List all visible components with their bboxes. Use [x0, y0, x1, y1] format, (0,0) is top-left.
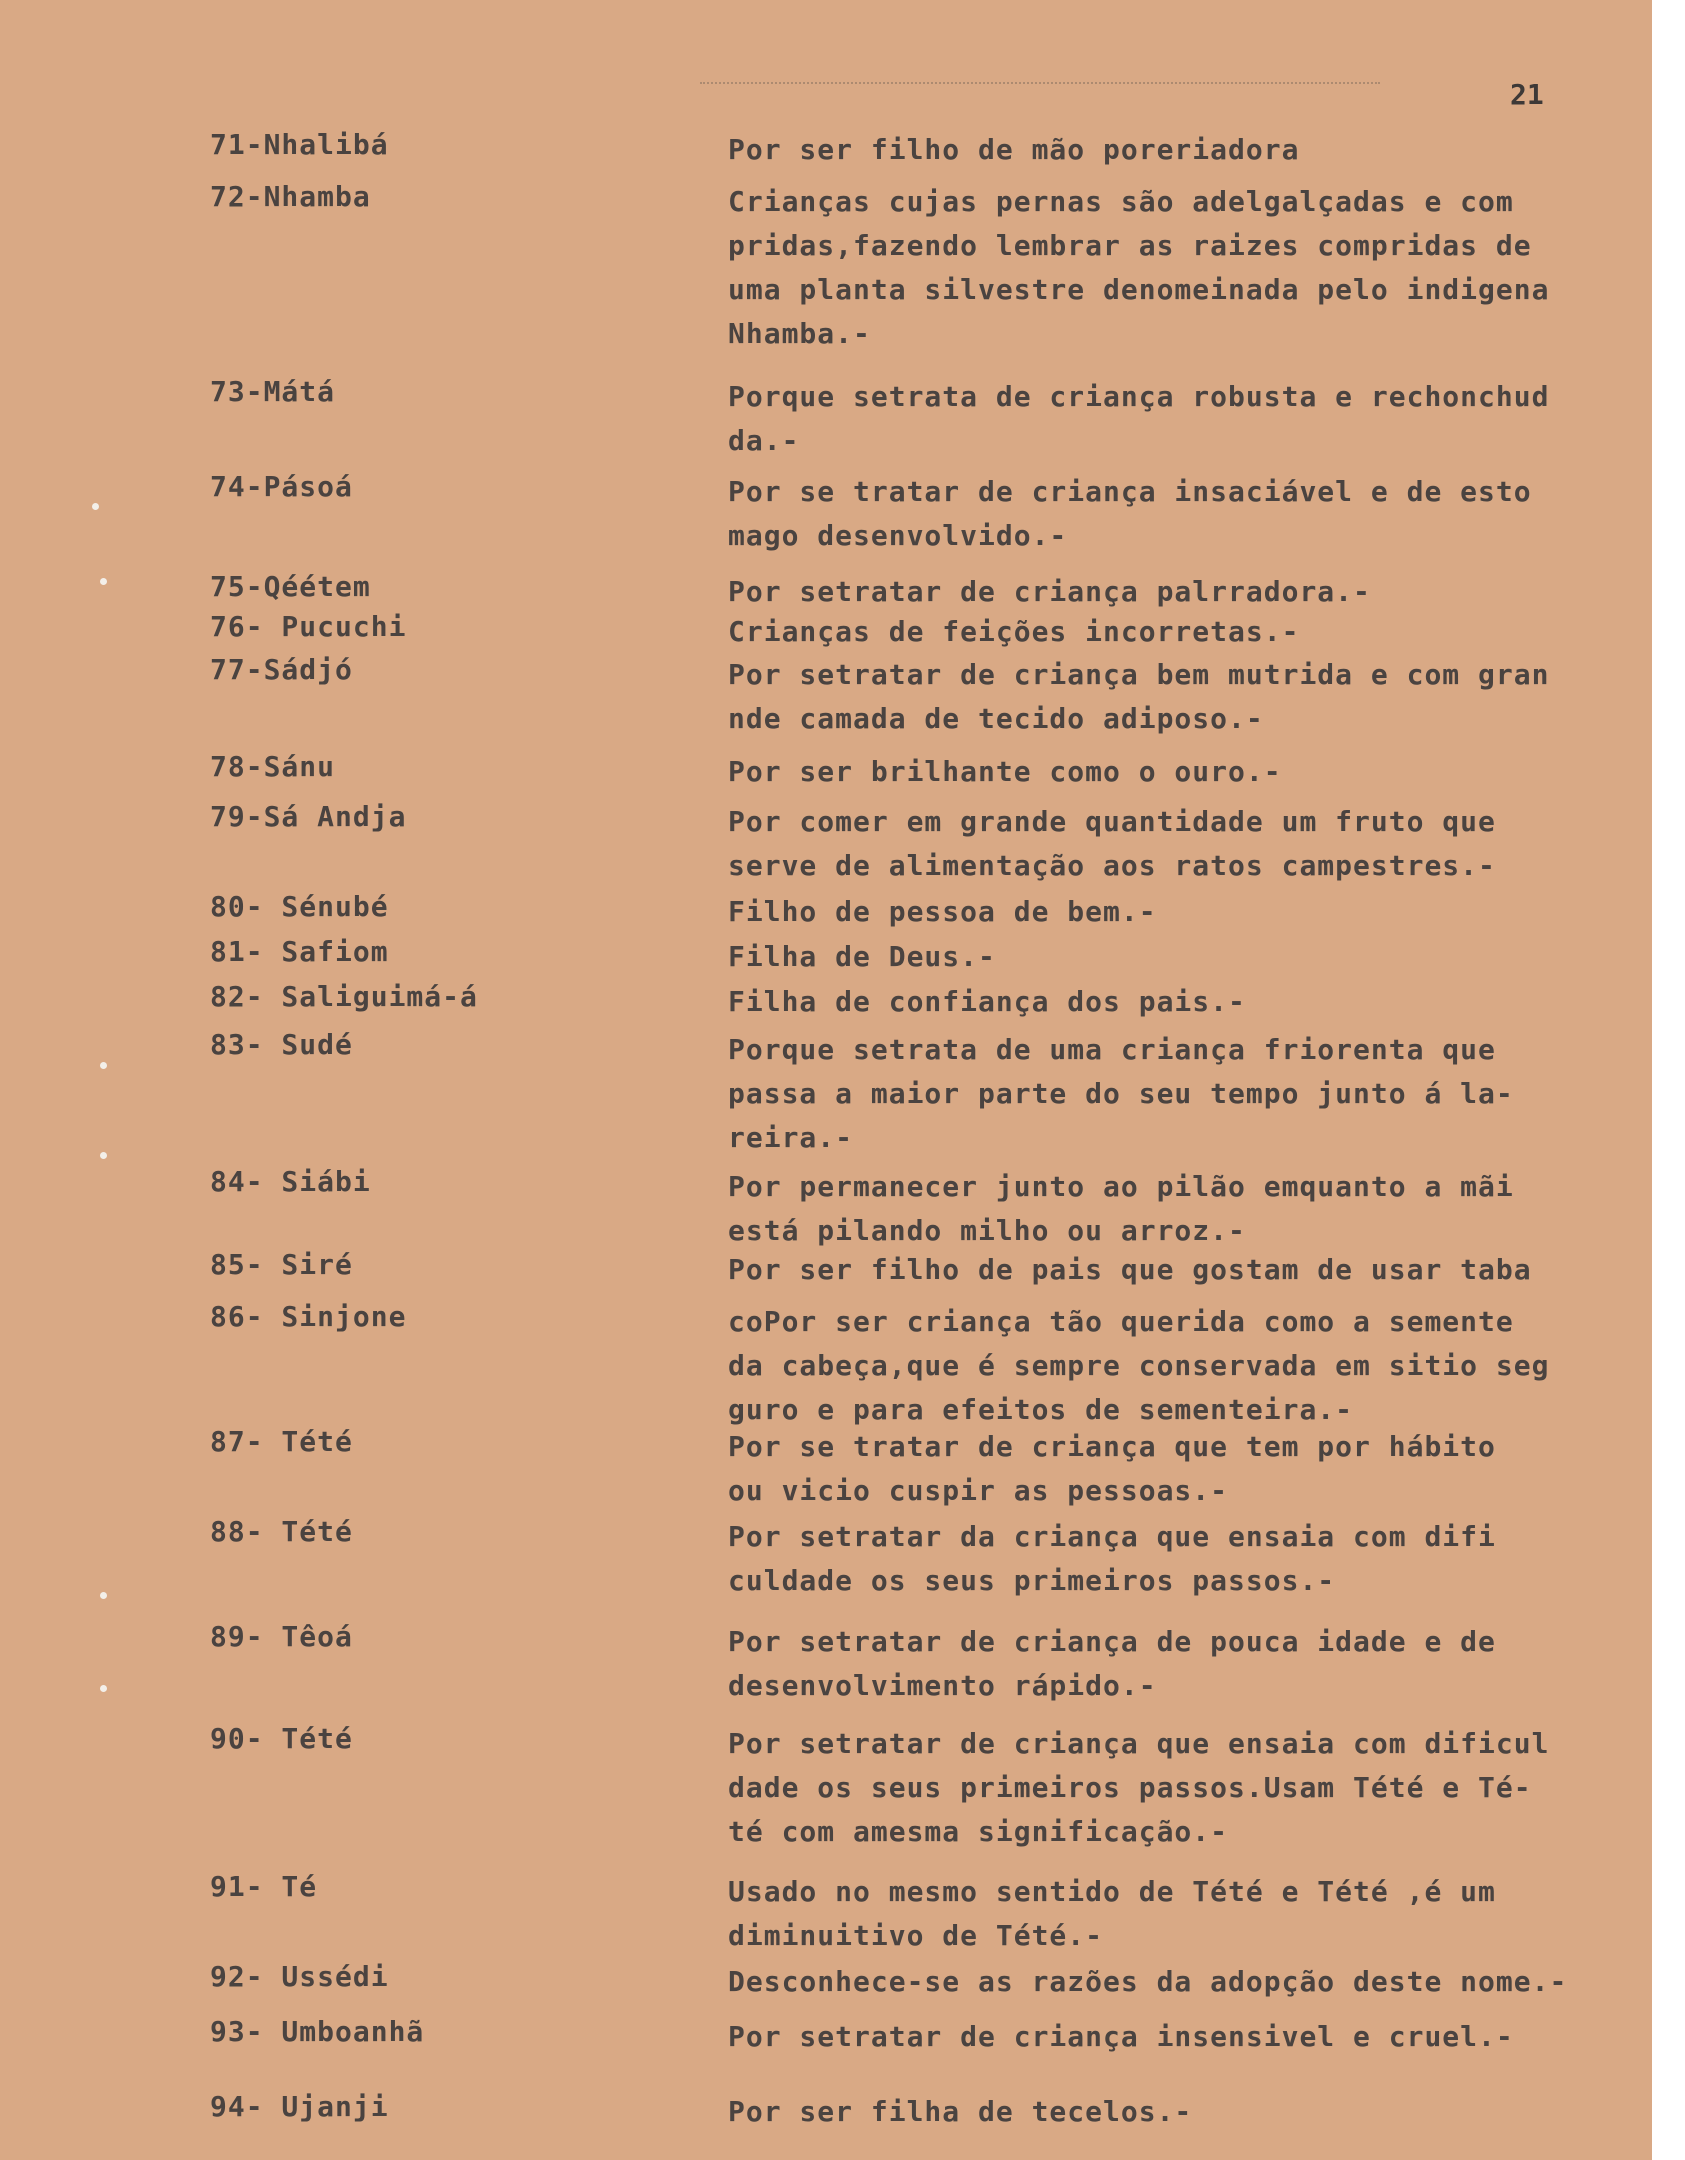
punch-hole — [92, 503, 99, 510]
entry-description — [728, 1960, 1643, 2004]
entry-description — [728, 890, 1643, 934]
description-line: Por setratar de criança insensivel e cruel.- — [728, 2020, 1514, 2053]
description-line: Por se tratar de criança insaciável e de esto — [728, 475, 1532, 508]
entry-description — [728, 1620, 1643, 1708]
entry-name: 79-Sá Andja — [210, 800, 407, 833]
entry-name: 88- Tété — [210, 1515, 353, 1548]
description-line: Crianças de feições incorretas.- — [728, 615, 1300, 648]
description-line: Filho de pessoa de bem.- — [728, 895, 1157, 928]
description-line: Filha de confiança dos pais.- — [728, 985, 1246, 1018]
entry-name: 81- Safiom — [210, 935, 389, 968]
entry-name: 73-Mátá — [210, 375, 336, 408]
entry-name: 84- Siábi — [210, 1165, 371, 1198]
description-line: Por ser filho de pais que gostam de usar taba — [728, 1253, 1532, 1286]
entry-name: 91- Té — [210, 1870, 318, 1903]
description-line: Filha de Deus.- — [728, 940, 996, 973]
entry-description — [728, 1300, 1643, 1432]
description-line: Por setratar da criança que ensaia com difi — [728, 1520, 1496, 1553]
page-number: 21 — [1510, 78, 1544, 111]
entry-description — [728, 1515, 1643, 1603]
description-line: culdade os seus primeiros passos.- — [728, 1564, 1336, 1597]
description-line: Por setratar de criança de pouca idade e de — [728, 1625, 1496, 1658]
entry-name: 94- Ujanji — [210, 2090, 389, 2123]
entry-description — [728, 1870, 1643, 1958]
description-line: coPor ser criança tão querida como a semente — [728, 1305, 1514, 1338]
description-line: uma planta silvestre denomeinada pelo indigena — [728, 273, 1550, 306]
entry-description — [728, 128, 1643, 172]
description-line: Porque setrata de criança robusta e rechonchud — [728, 380, 1550, 413]
entry-name: 83- Sudé — [210, 1028, 353, 1061]
punch-hole — [100, 1592, 107, 1599]
entry-name: 78-Sánu — [210, 750, 336, 783]
entry-name: 89- Têoá — [210, 1620, 353, 1653]
description-line: nde camada de tecido adiposo.- — [728, 702, 1264, 735]
entry-name: 87- Tété — [210, 1425, 353, 1458]
entry-name: 72-Nhamba — [210, 180, 371, 213]
punch-hole — [100, 1152, 107, 1159]
entry-name: 80- Sénubé — [210, 890, 389, 923]
description-line: passa a maior parte do seu tempo junto á la- — [728, 1077, 1514, 1110]
entry-description — [728, 180, 1643, 356]
description-line: Por ser filho de mão poreriadora — [728, 133, 1300, 166]
description-line: desenvolvimento rápido.- — [728, 1669, 1157, 1702]
description-line: té com amesma significação.- — [728, 1815, 1229, 1848]
entry-description — [728, 1028, 1643, 1160]
description-line: Por ser filha de tecelos.- — [728, 2095, 1193, 2128]
entry-name: 71-Nhalibá — [210, 128, 389, 161]
entry-description — [728, 470, 1643, 558]
entry-description — [728, 653, 1643, 741]
description-line: Por setratar de criança palrradora.- — [728, 575, 1371, 608]
description-line: Porque setrata de uma criança friorenta que — [728, 1033, 1496, 1066]
entry-name: 74-Pásoá — [210, 470, 353, 503]
description-line: Desconhece-se as razões da adopção deste nome.- — [728, 1965, 1568, 1998]
description-line: Por setratar de criança que ensaia com dificul — [728, 1727, 1550, 1760]
entry-name: 75-Qéétem — [210, 570, 371, 603]
description-line: Por se tratar de criança que tem por hábito — [728, 1430, 1496, 1463]
description-line: Por setratar de criança bem mutrida e com gran — [728, 658, 1550, 691]
description-line: Crianças cujas pernas são adelgalçadas e com — [728, 185, 1514, 218]
entry-description — [728, 750, 1643, 794]
description-line: serve de alimentação aos ratos campestres.- — [728, 849, 1496, 882]
description-line: guro e para efeitos de sementeira.- — [728, 1393, 1354, 1426]
entry-name: 82- Saliguimá-á — [210, 980, 478, 1013]
entry-description — [728, 375, 1643, 463]
description-line: ou vicio cuspir as pessoas.- — [728, 1474, 1229, 1507]
punch-hole — [100, 1062, 107, 1069]
entry-description — [728, 1425, 1643, 1513]
description-line: está pilando milho ou arroz.- — [728, 1214, 1246, 1247]
description-line: Nhamba.- — [728, 317, 871, 350]
punch-hole — [100, 1685, 107, 1692]
entry-name: 85- Siré — [210, 1248, 353, 1281]
entry-description — [728, 935, 1643, 979]
entry-description — [728, 1248, 1643, 1292]
description-line: da.- — [728, 424, 800, 457]
entry-description — [728, 610, 1643, 654]
entry-name: 92- Ussédi — [210, 1960, 389, 1993]
entry-description — [728, 2090, 1643, 2134]
entry-description — [728, 1165, 1643, 1253]
description-line: Por permanecer junto ao pilão emquanto a mãi — [728, 1170, 1514, 1203]
description-line: da cabeça,que é sempre conservada em sitio seg — [728, 1349, 1550, 1382]
entry-description — [728, 800, 1643, 888]
entry-description — [728, 1722, 1643, 1854]
entry-name: 93- Umboanhã — [210, 2015, 425, 2048]
entry-name: 76- Pucuchi — [210, 610, 407, 643]
entry-name: 90- Tété — [210, 1722, 353, 1755]
description-line: pridas,fazendo lembrar as raizes compridas de — [728, 229, 1532, 262]
description-line: dade os seus primeiros passos.Usam Tété e Té- — [728, 1771, 1532, 1804]
description-line: Usado no mesmo sentido de Tété e Tété ,é um — [728, 1875, 1496, 1908]
entry-description — [728, 2015, 1643, 2059]
header-smudge — [700, 82, 1380, 88]
entry-description — [728, 980, 1643, 1024]
entry-description — [728, 570, 1643, 614]
description-line: Por comer em grande quantidade um fruto que — [728, 805, 1496, 838]
description-line: mago desenvolvido.- — [728, 519, 1068, 552]
punch-hole — [100, 578, 107, 585]
description-line: reira.- — [728, 1121, 854, 1154]
description-line: diminuitivo de Tété.- — [728, 1919, 1104, 1952]
entry-name: 86- Sinjone — [210, 1300, 407, 1333]
entry-name: 77-Sádjó — [210, 653, 353, 686]
description-line: Por ser brilhante como o ouro.- — [728, 755, 1282, 788]
